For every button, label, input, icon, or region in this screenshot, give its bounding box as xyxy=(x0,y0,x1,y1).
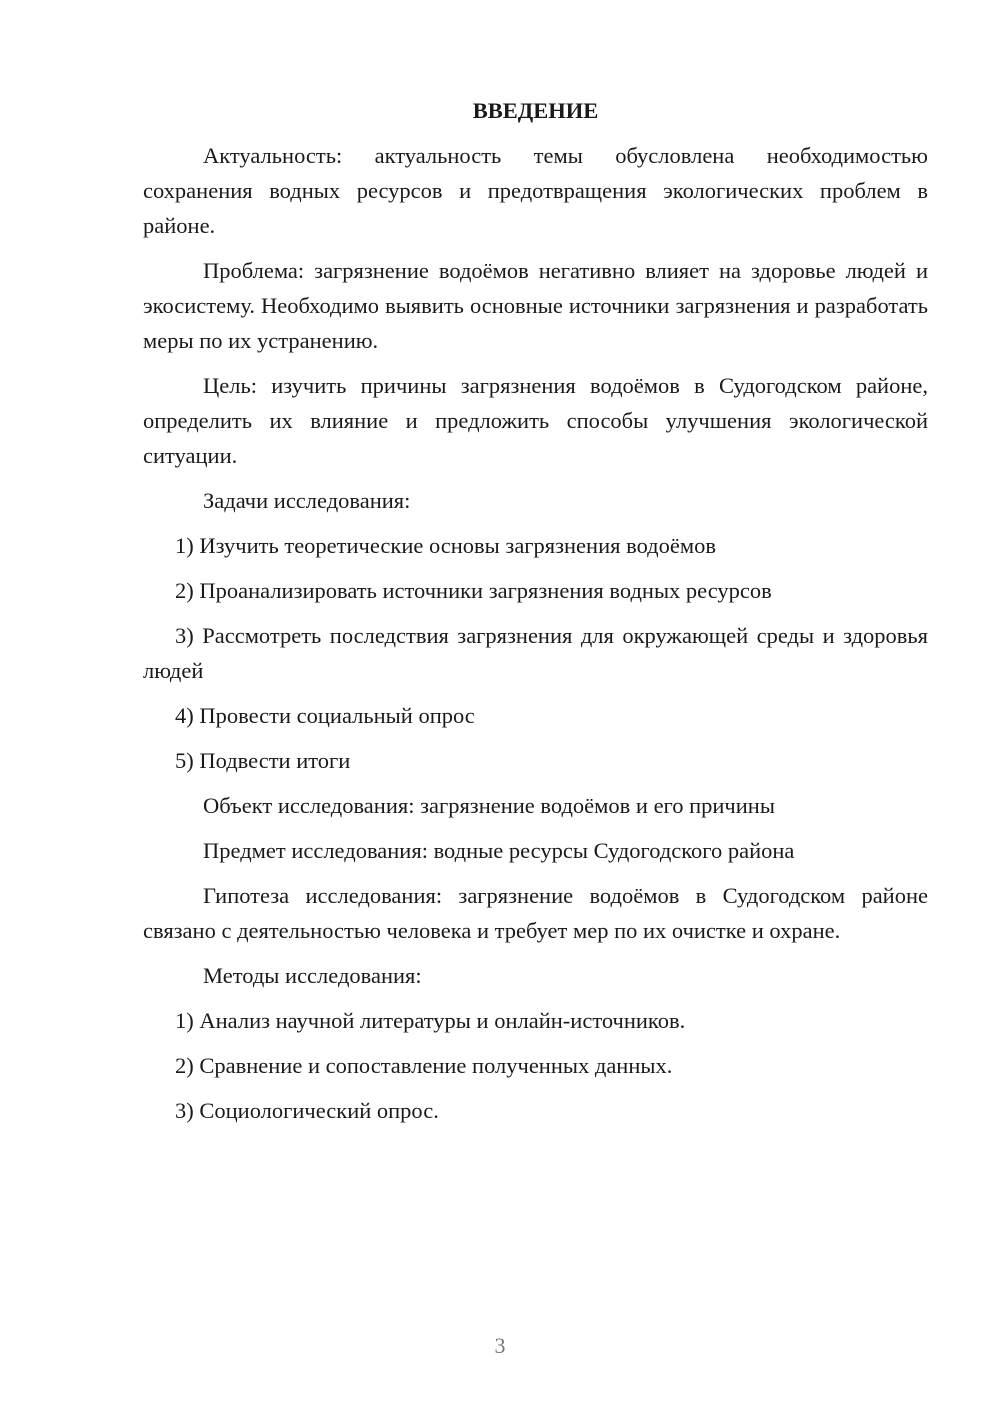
subject-paragraph: Предмет исследования: водные ресурсы Судогодского района xyxy=(203,838,795,863)
object-paragraph: Объект исследования: загрязнение водоёмов и его причины xyxy=(203,793,775,818)
task-item: 4) Провести социальный опрос xyxy=(175,703,475,728)
goal-paragraph: Цель: изучить причины загрязнения водоёмов в Судогодском районе, определить их влияние и предложить способы улучшения экологической ситуации. xyxy=(143,373,928,468)
tasks-heading: Задачи исследования: xyxy=(203,488,411,513)
page-number: 3 xyxy=(494,1333,506,1358)
method-item: 3) Социологический опрос. xyxy=(175,1098,439,1123)
method-item: 2) Сравнение и сопоставление полученных данных. xyxy=(175,1053,673,1078)
task-item: 3) Рассмотреть последствия загрязнения для окружающей среды и здоровья людей xyxy=(143,623,928,683)
task-item: 5) Подвести итоги xyxy=(175,748,351,773)
document-page xyxy=(143,93,928,1138)
problem-paragraph: Проблема: загрязнение водоёмов негативно влияет на здоровье людей и экосистему. Необходимо выявить основные источники загрязнения и разработать меры по их устранению. xyxy=(143,258,928,353)
task-item: 2) Проанализировать источники загрязнения водных ресурсов xyxy=(175,578,772,603)
methods-heading: Методы исследования: xyxy=(203,963,422,988)
task-item: 1) Изучить теоретические основы загрязнения водоёмов xyxy=(175,533,716,558)
method-item: 1) Анализ научной литературы и онлайн-источников. xyxy=(175,1008,686,1033)
hypothesis-paragraph: Гипотеза исследования: загрязнение водоёмов в Судогодском районе связано с деятельностью человека и требует мер по их очистке и охране. xyxy=(143,883,928,943)
relevance-paragraph: Актуальность: актуальность темы обусловлена необходимостью сохранения водных ресурсов и предотвращения экологических проблем в районе. xyxy=(143,143,928,238)
page-title: ВВЕДЕНИЕ xyxy=(472,98,599,123)
